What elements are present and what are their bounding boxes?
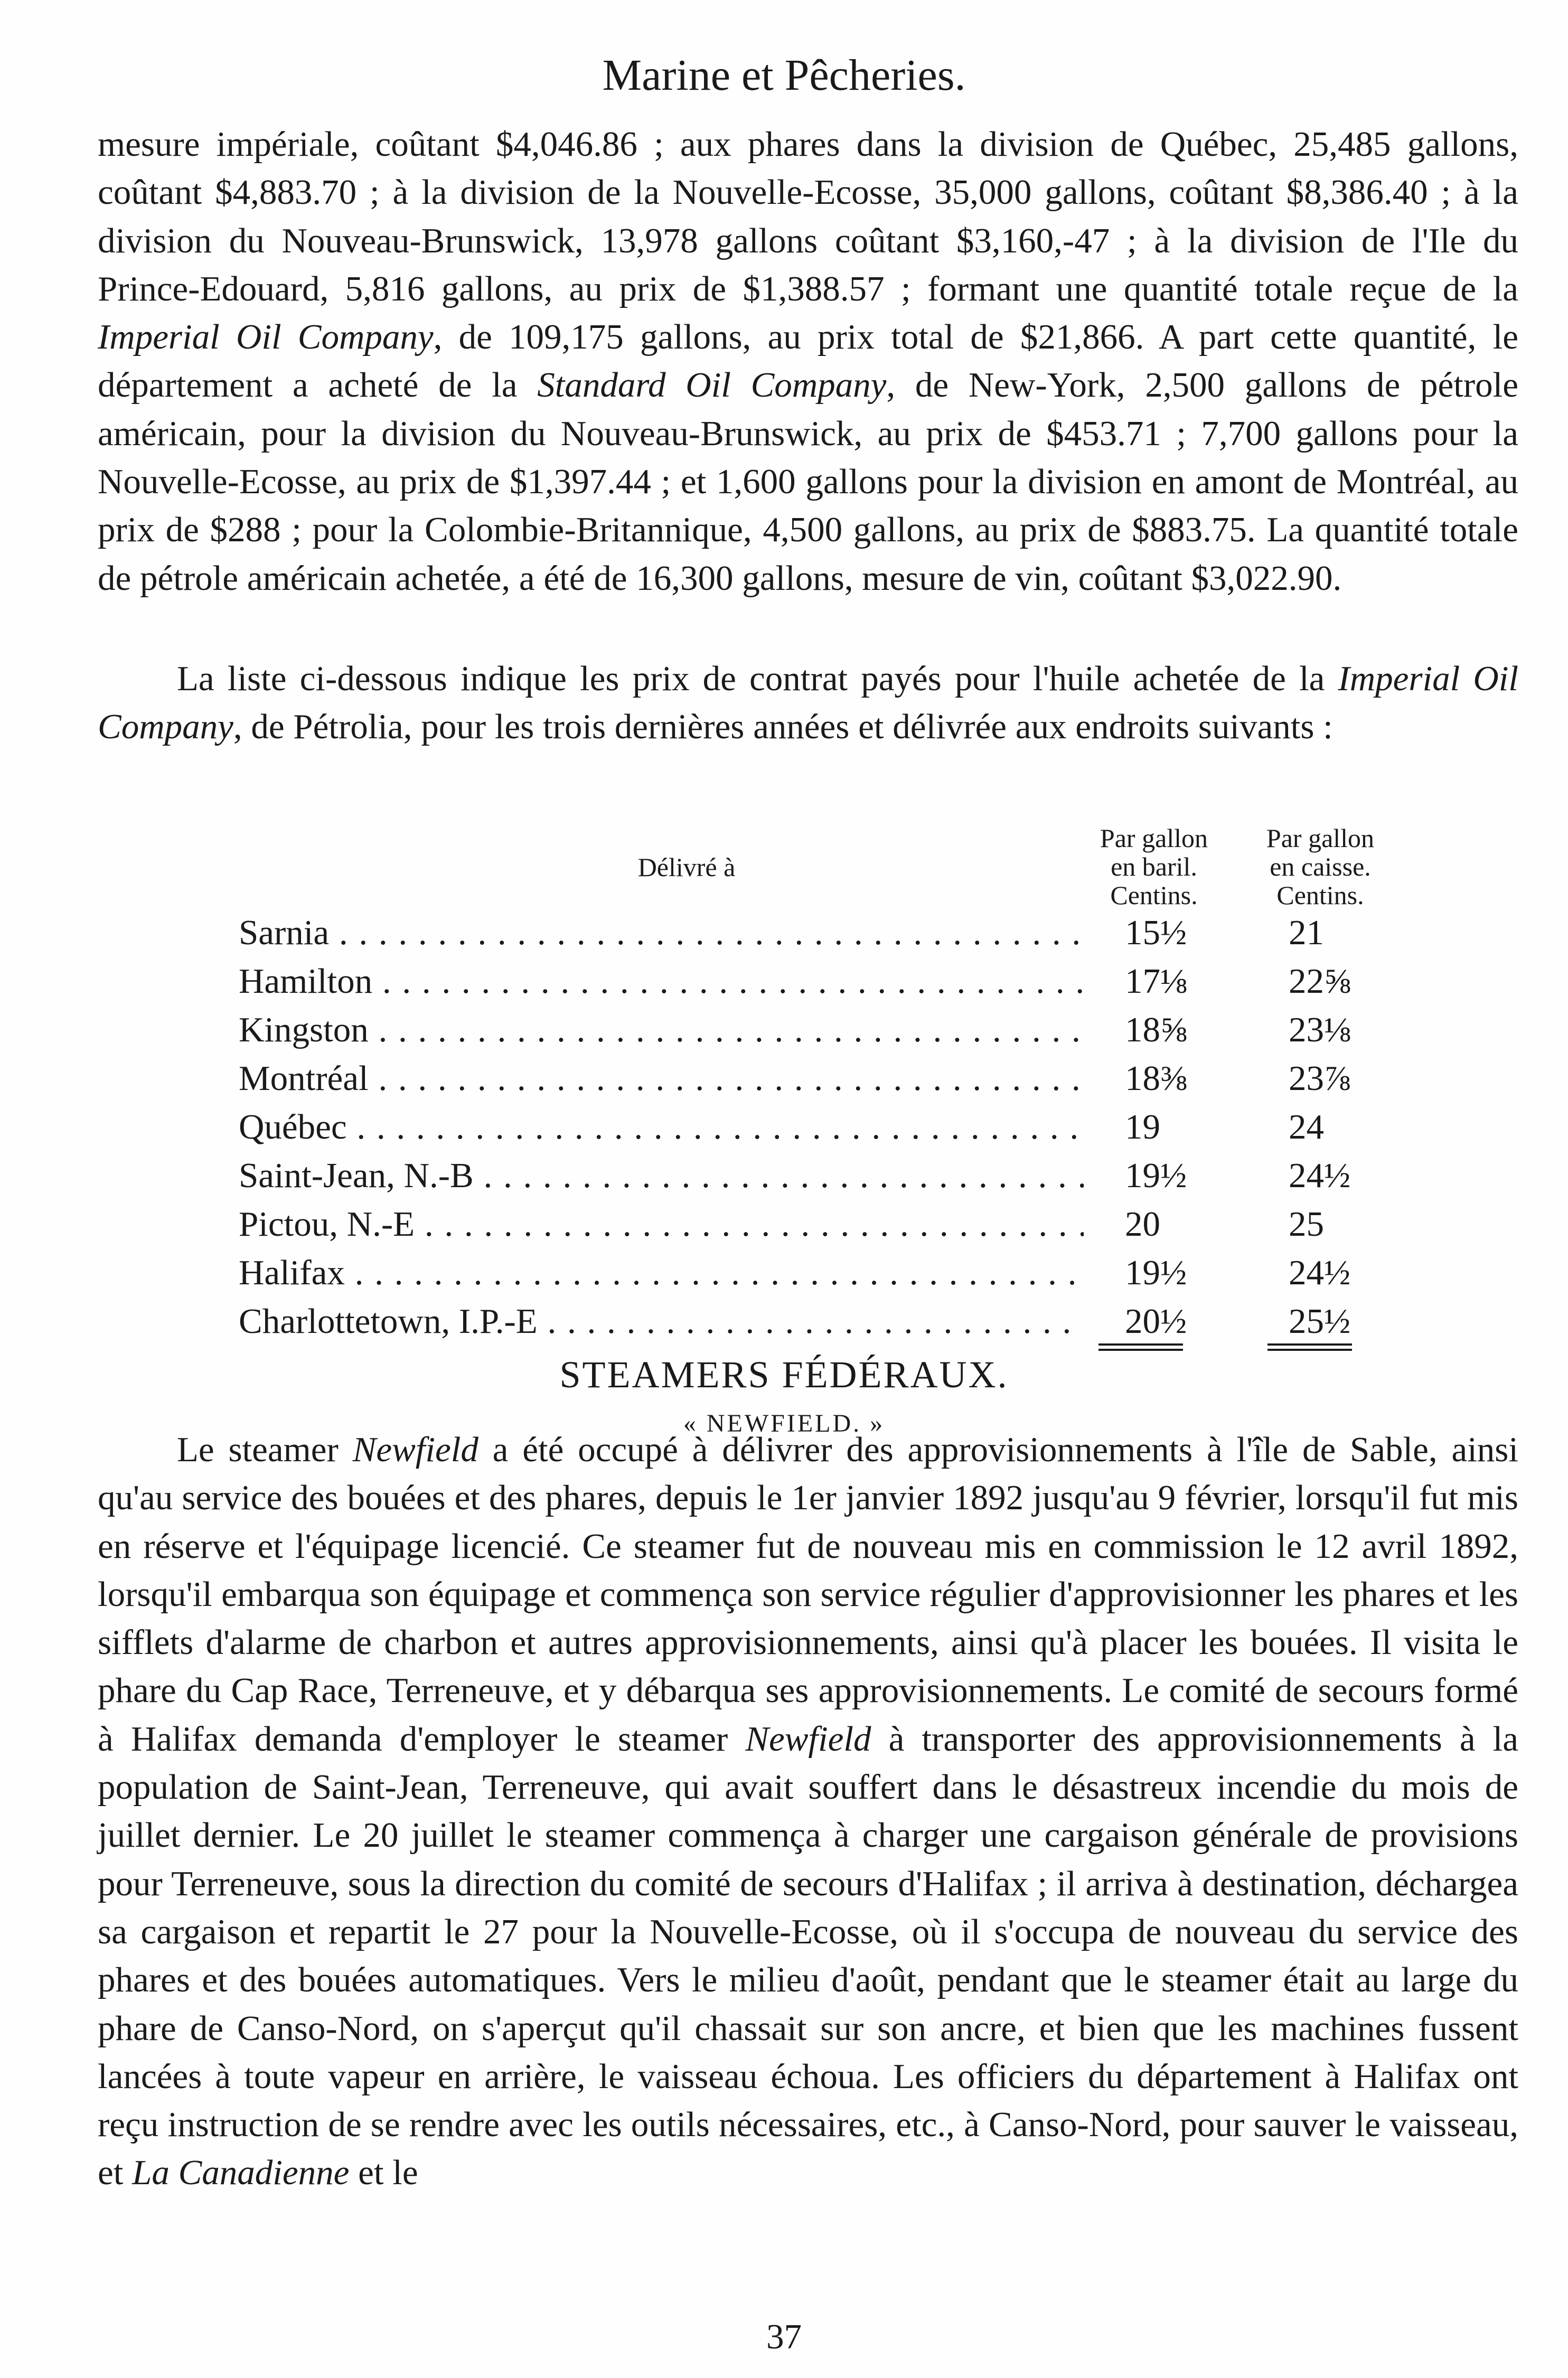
company-name: Imperial Oil Company — [98, 317, 434, 357]
table-row — [0, 1297, 1568, 1346]
place-cell: Sarnia . . . — [239, 908, 1084, 957]
paragraph-text: , de New-York, 2,500 gallons de pétrole américain, pour la division du Nouveau-Brunswick, au prix de $453.71 ; 7,700 gallons pour la Nouvelle-Ecosse, au prix de $1,397.44 ; et 1,600 gallons pour la division en amont de Montréal, au prix de $288 ; pour la Colombie-Britannique, 4,500 gallons, au prix de $883.75. La quantité totale de pétrole américain achetée, a été de 16,300 gallons, mesure de vin, coûtant $3,022.90. — [98, 365, 1518, 598]
baril-price-cell: 18⅜ — [1125, 1059, 1187, 1098]
baril-price-cell: 19 — [1125, 1107, 1160, 1146]
baril-price-cell: 20 — [1125, 1205, 1160, 1244]
table-row — [0, 957, 1568, 1005]
baril-price-cell: 15½ — [1125, 913, 1187, 952]
header-line: en caisse. — [1270, 852, 1371, 881]
table-total-rule — [1098, 1343, 1183, 1351]
table-header-place: Délivré à — [637, 852, 736, 882]
caisse-price-cell: 25½ — [1289, 1302, 1351, 1341]
header-line: Centins. — [1276, 880, 1364, 910]
header-line: Par gallon — [1266, 823, 1375, 853]
paragraph-text: a été occupé à délivrer des approvisionnements à l'île de Sable, ainsi qu'au service des bouées et des phares, depuis le 1er janvier 1892 jusqu'au 9 février, lorsqu'il fut mis en réserve et l'équipage licencié. Ce steamer fut de nouveau mis en commission le 12 avril 1892, lorsqu'il embarqua son équipage et commença son service régulier d'approvisionner les phares et les sifflets d'alarme de charbon et autres approvisionnements, ainsi qu'à placer les bouées. Il visita le phare du Cap Race, Terreneuve, et y débarqua ses approvisionnements. Le comité de secours formé à Halifax demanda d'employer le steamer — [98, 1430, 1518, 1759]
table-row — [0, 1151, 1568, 1200]
section-title: STEAMERS FÉDÉRAUX. — [559, 1354, 1009, 1396]
caisse-price-cell: 24½ — [1289, 1253, 1351, 1292]
caisse-price-cell: 23⅞ — [1289, 1059, 1351, 1098]
table-header-caisse — [1241, 824, 1400, 909]
paragraph-text: et le — [349, 2153, 418, 2193]
page-header: Marine et Pêcheries. — [602, 51, 966, 100]
baril-price-cell: 19½ — [1125, 1156, 1187, 1195]
table-row — [0, 1005, 1568, 1054]
baril-price-cell: 19½ — [1125, 1253, 1187, 1292]
place-cell: Kingston . . . — [239, 1005, 1084, 1054]
baril-price-cell: 20½ — [1125, 1302, 1187, 1341]
baril-price-cell: 18⅝ — [1125, 1010, 1187, 1049]
page-number: 37 — [766, 2317, 802, 2356]
caisse-price-cell: 25 — [1289, 1205, 1324, 1244]
paragraph-price-list-intro — [98, 655, 1518, 751]
baril-price-cell: 17⅛ — [1125, 962, 1187, 1001]
place-cell: Montréal . . . — [239, 1054, 1084, 1103]
place-cell: Québec . . . — [239, 1103, 1084, 1151]
place-cell: Charlottetown, I.P.-E . . . — [239, 1297, 1084, 1346]
table-row — [0, 1103, 1568, 1151]
ship-name: Newfield — [352, 1430, 478, 1469]
table-total-rule — [1267, 1343, 1352, 1351]
paragraph-text: La liste ci-dessous indique les prix de contrat payés pour l'huile achetée de la — [177, 659, 1338, 698]
paragraph-text: Le steamer — [177, 1430, 353, 1469]
caisse-price-cell: 23⅛ — [1289, 1010, 1351, 1049]
caisse-price-cell: 21 — [1289, 913, 1324, 952]
place-cell: Hamilton . . . — [239, 957, 1084, 1005]
paragraph-oil-purchases — [98, 120, 1518, 603]
paragraph-text: , de 109,175 gallons, au prix total de $21,866. A part cette quantité, le département a acheté de la — [98, 317, 1518, 405]
table-header-baril — [1077, 824, 1231, 909]
header-line: Centins. — [1110, 880, 1198, 910]
paragraph-text: à transporter des approvisionnements à la population de Saint-Jean, Terreneuve, qui avait souffert dans le désastreux incendie du mois de juillet dernier. Le 20 juillet le steamer commença à charger une cargaison générale de provisions pour Terreneuve, sous la direction du comité de secours d'Halifax ; il arriva à destination, déchargea sa cargaison et repartit le 27 pour la Nouvelle-Ecosse, où il s'occupa de nouveau du service des phares et des bouées automatiques. Vers le milieu d'août, pendant que le steamer était au large du phare de Canso-Nord, on s'aperçut qu'il chassait sur son ancre, et bien que les machines fussent lancées à toute vapeur en arrière, le vaisseau échoua. Les officiers du département à Halifax ont reçu instruction de se rendre avec les outils nécessaires, etc., à Canso-Nord, pour sauver le vaisseau, et — [98, 1719, 1518, 2193]
ship-name: La Canadienne — [132, 2153, 350, 2193]
paragraph-newfield — [98, 1426, 1518, 2197]
header-line: en baril. — [1111, 852, 1197, 881]
place-cell: Halifax . . . — [239, 1248, 1084, 1297]
section-subtitle: « NEWFIELD. » — [683, 1409, 885, 1437]
table-row — [0, 1054, 1568, 1103]
caisse-price-cell: 24 — [1289, 1107, 1324, 1146]
place-cell: Pictou, N.-E . . . — [239, 1200, 1084, 1248]
company-name: Imperial Oil Company — [98, 659, 1518, 747]
table-row — [0, 908, 1568, 957]
ship-name: Newfield — [745, 1719, 871, 1759]
table-row — [0, 1248, 1568, 1297]
paragraph-text: , de Pétrolia, pour les trois dernières années et délivrée aux endroits suivants : — [233, 707, 1333, 747]
place-cell: Saint-Jean, N.-B . . . — [239, 1151, 1084, 1200]
paragraph-text: mesure impériale, coûtant $4,046.86 ; aux phares dans la division de Québec, 25,485 gallons, coûtant $4,883.70 ; à la division de la Nouvelle-Ecosse, 35,000 gallons, coûtant $8,386.40 ; à la division du Nouveau-Brunswick, 13,978 gallons coûtant $3,160,-47 ; à la division de l'Ile du Prince-Edouard, 5,816 gallons, au prix de $1,388.57 ; formant une quantité totale reçue de la — [98, 125, 1518, 308]
caisse-price-cell: 22⅝ — [1289, 962, 1351, 1001]
caisse-price-cell: 24½ — [1289, 1156, 1351, 1195]
header-line: Par gallon — [1100, 823, 1208, 853]
company-name: Standard Oil Company — [537, 365, 887, 405]
table-row — [0, 1200, 1568, 1248]
